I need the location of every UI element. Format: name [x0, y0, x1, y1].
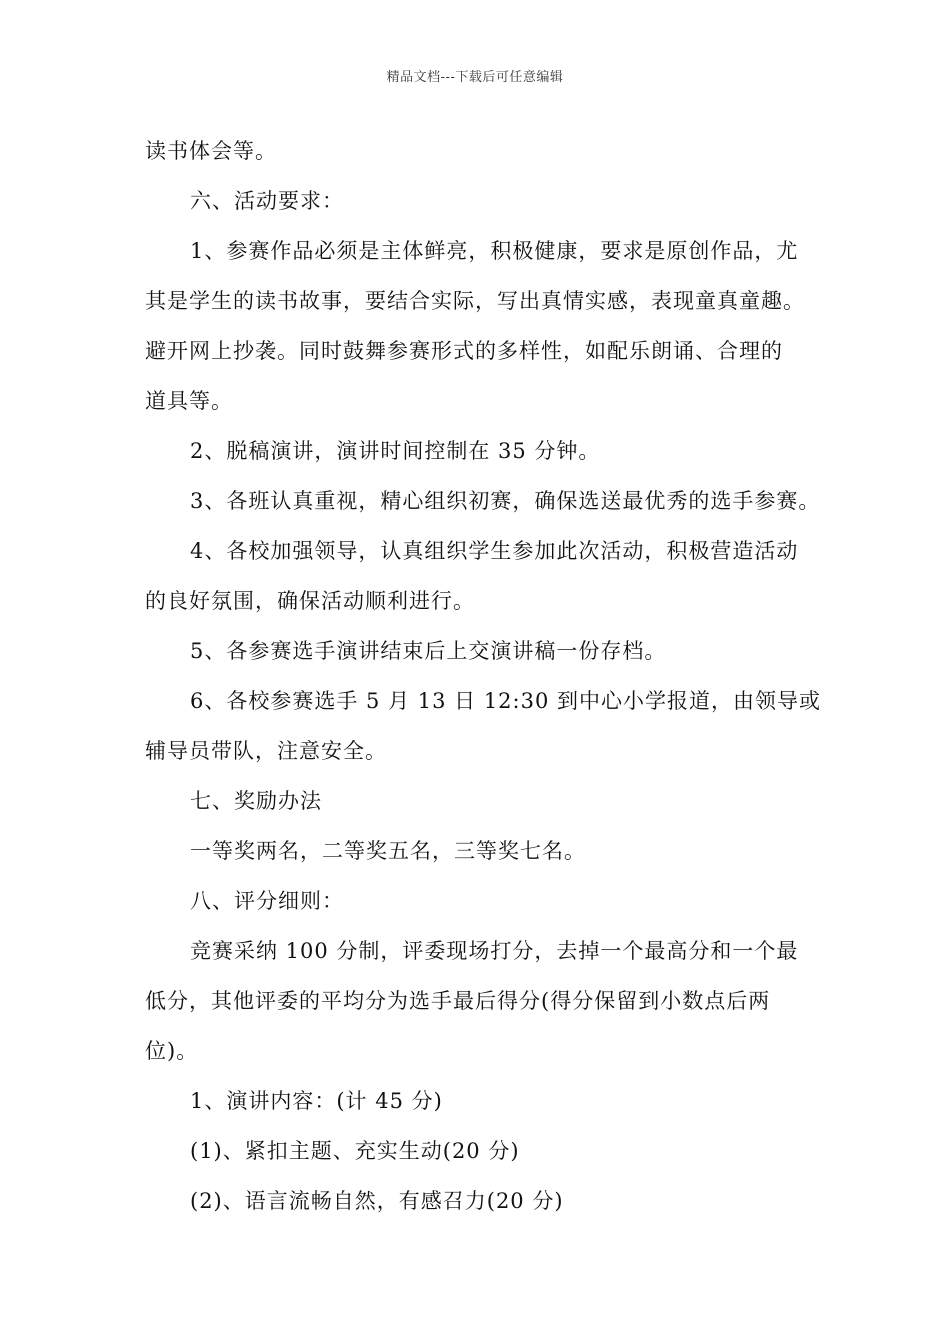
text-line: 6、各校参赛选手 5 月 13 日 12:30 到中心小学报道，由领导或: [190, 689, 822, 713]
text-line: (1)、紧扣主题、充实生动(20 分): [190, 1139, 520, 1163]
text-line: 辅导员带队，注意安全。: [145, 739, 387, 763]
text-line: 1、参赛作品必须是主体鲜亮，积极健康，要求是原创作品，尤: [190, 239, 799, 263]
text-line: 道具等。: [145, 389, 233, 413]
text-line: 竞赛采纳 100 分制，评委现场打分，去掉一个最高分和一个最: [190, 939, 799, 963]
text-line: 2、脱稿演讲，演讲时间控制在 35 分钟。: [190, 439, 601, 463]
text-line: 读书体会等。: [145, 139, 277, 163]
text-line: 4、各校加强领导，认真组织学生参加此次活动，积极营造活动: [190, 539, 799, 563]
text-line: 的良好氛围，确保活动顺利进行。: [145, 589, 475, 613]
text-line: 避开网上抄袭。同时鼓舞参赛形式的多样性，如配乐朗诵、合理的: [145, 339, 783, 363]
section-heading: 七、奖励办法: [190, 789, 322, 813]
section-heading: 六、活动要求：: [190, 189, 344, 213]
page-header: 精品文档---下载后可任意编辑: [386, 70, 564, 85]
text-line: (2)、语言流畅自然，有感召力(20 分): [190, 1189, 564, 1213]
text-line: 一等奖两名，二等奖五名，三等奖七名。: [190, 839, 586, 863]
text-line: 低分，其他评委的平均分为选手最后得分(得分保留到小数点后两: [145, 989, 771, 1013]
text-line: 1、演讲内容：(计 45 分): [190, 1089, 443, 1113]
text-line: 位)。: [145, 1039, 199, 1063]
text-line: 5、各参赛选手演讲结束后上交演讲稿一份存档。: [190, 639, 667, 663]
text-line: 其是学生的读书故事，要结合实际，写出真情实感，表现童真童趣。: [145, 289, 805, 313]
section-heading: 八、评分细则：: [190, 889, 344, 913]
text-line: 3、各班认真重视，精心组织初赛，确保选送最优秀的选手参赛。: [190, 489, 821, 513]
